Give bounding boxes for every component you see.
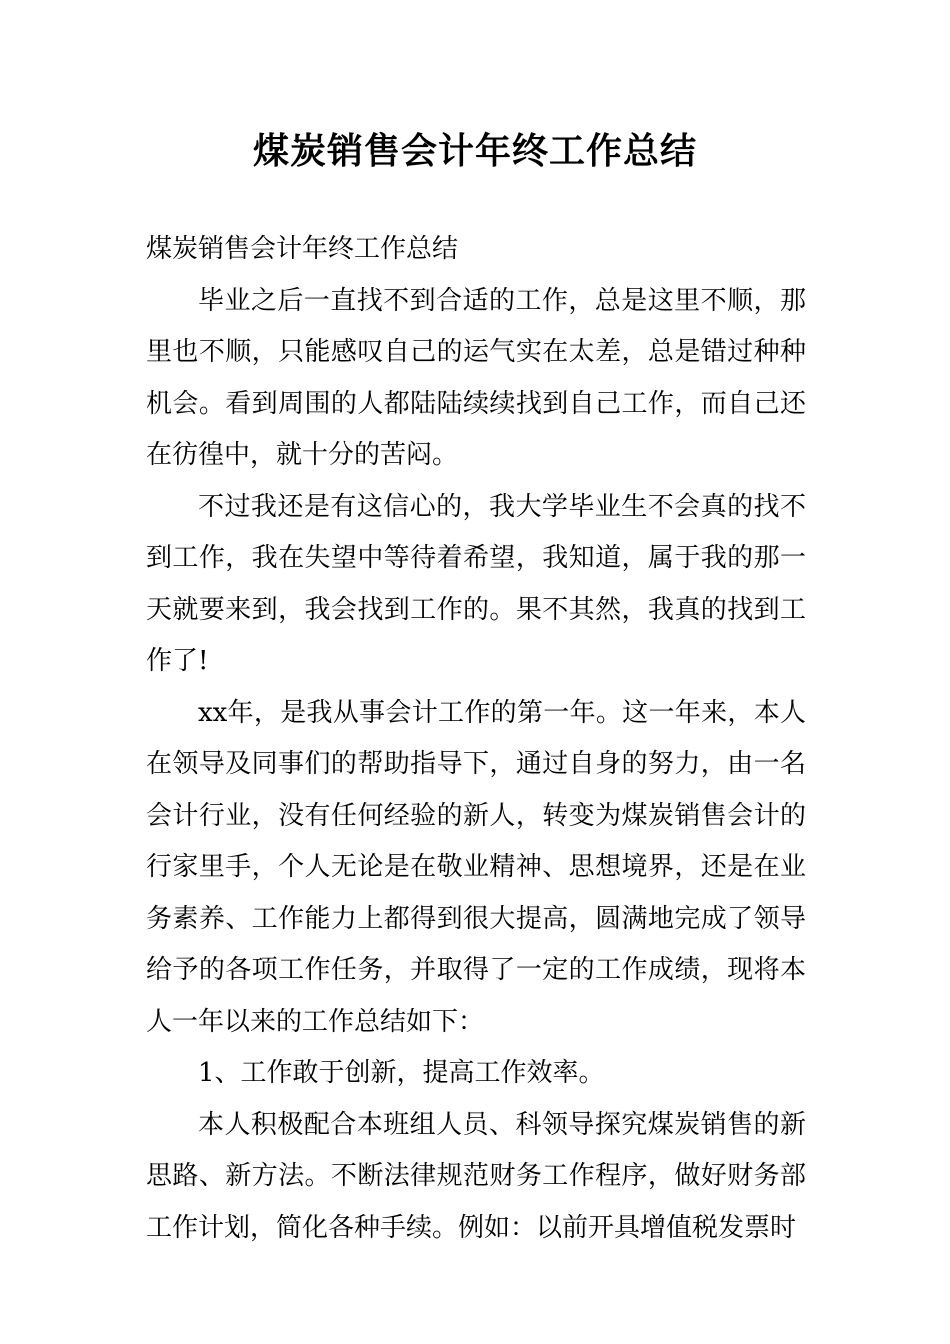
paragraph: 不过我还是有这信心的，我大学毕业生不会真的找不到工作，我在失望中等待着希望，我知道，属于我的那一天就要来到，我会找到工作的。果不其然，我真的找到工作了! (146, 491, 806, 676)
document-body (146, 224, 806, 1254)
document-subtitle: 煤炭销售会计年终工作总结 (146, 234, 459, 264)
section-heading: 1、工作敢于创新，提高工作效率。 (198, 1058, 605, 1088)
paragraph: 毕业之后一直找不到合适的工作，总是这里不顺，那里也不顺，只能感叹自己的运气实在太差，总是错过种种机会。看到周围的人都陆陆续续找到自己工作，而自己还在彷徨中，就十分的苦闷。 (146, 285, 806, 470)
paragraph: xx年，是我从事会计工作的第一年。这一年来，本人在领导及同事们的帮助指导下，通过自身的努力，由一名会计行业，没有任何经验的新人，转变为煤炭销售会计的行家里手，个人无论是在敬业精神、思想境界，还是在业务素养、工作能力上都得到很大提高，圆满地完成了领导给予的各项工作任务，并取得了一定的工作成绩，现将本人一年以来的工作总结如下： (146, 697, 806, 1037)
paragraph: 本人积极配合本班组人员、科领导探究煤炭销售的新思路、新方法。不断法律规范财务工作程序，做好财务部工作计划，简化各种手续。例如：以前开具增值税发票时 (146, 1109, 806, 1243)
document-title: 煤炭销售会计年终工作总结 (252, 131, 697, 172)
